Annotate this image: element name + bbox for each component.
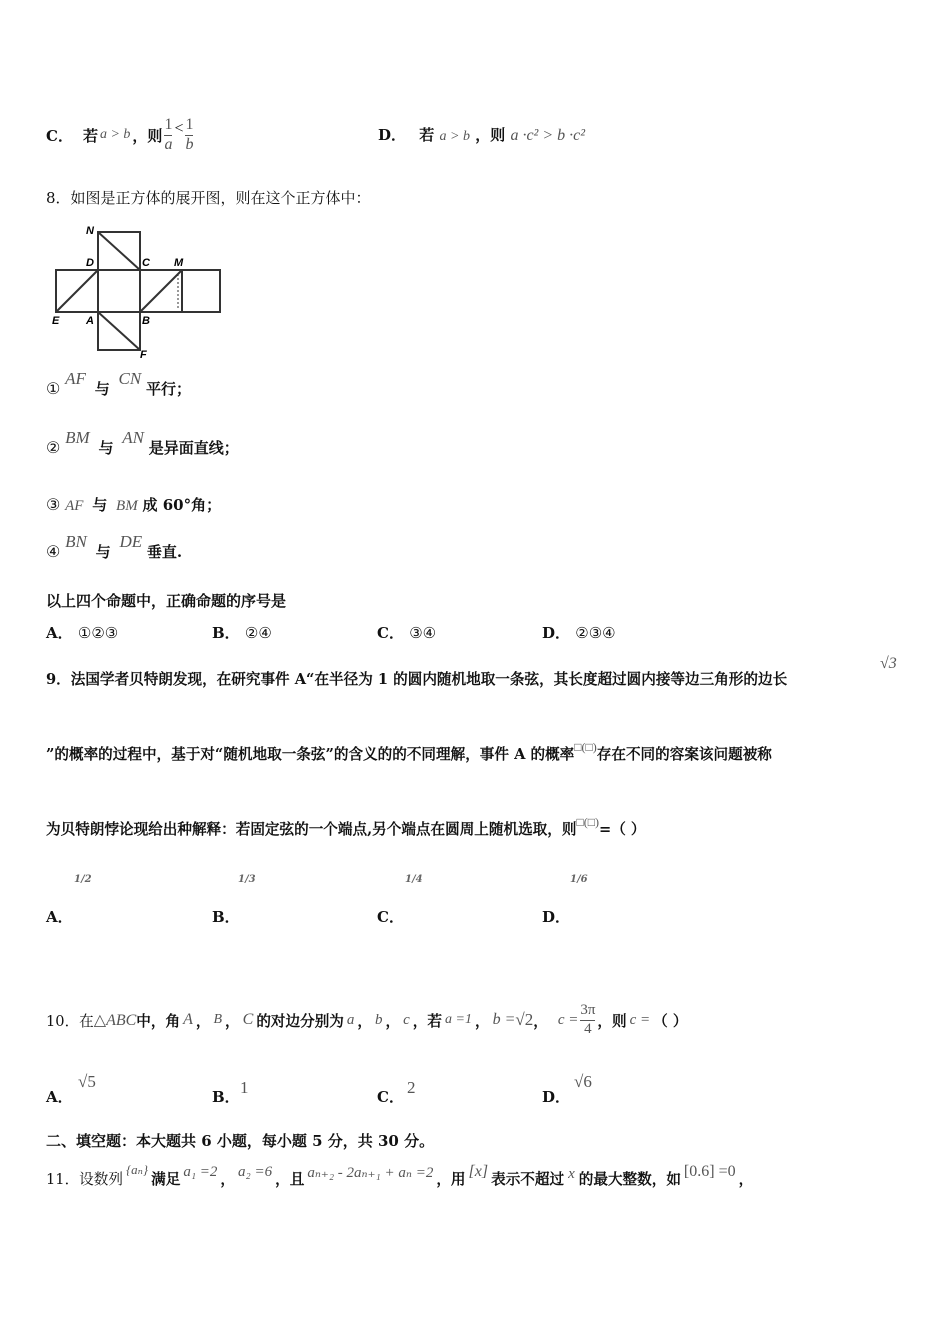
q7-option-d-text2: ，则 (475, 126, 506, 144)
label-m: M (174, 257, 184, 269)
q9-line-2: ”的概率的过程中，基于对“随机地取一条弦”的含义的的不同理解，事件 A 的概率□(□)存在不同的容案该问题被称 (46, 740, 772, 763)
q7-option-c-text2: ，则 (132, 126, 163, 145)
q7-option-d-letter: D． (378, 126, 407, 144)
q7-option-c (46, 110, 195, 160)
q7-option-c-condition: a > b (99, 127, 131, 142)
q7-option-c-frac-1a: $\frac{1}{a}$ (164, 115, 173, 153)
q7-option-c-frac-1b: $\frac{1}{b}$ (185, 115, 194, 153)
q8-option-c: C． ③④ (377, 624, 437, 642)
label-c: C (142, 257, 150, 269)
q7-option-d-condition: a > b (439, 129, 470, 144)
q9-sqrt3: √3 (880, 655, 897, 672)
q8-option-a: A． ①②③ (46, 624, 119, 642)
q8-stem: 8．如图是正方体的展开图，则在这个正方体中： (46, 189, 371, 207)
q7-option-c-letter: C． (46, 126, 73, 145)
q8-prop-1: ① AF 与 CN 平行； (46, 369, 191, 398)
q9-prob-symbol: □(□) (574, 740, 597, 754)
label-a: A (86, 315, 94, 327)
q9-line-3: 为贝特朗悖论现给出种解释：若固定弦的一个端点,另个端点在圆周上随机选取，则□(□)=（ ） (46, 815, 646, 838)
label-n: N (86, 225, 94, 237)
q10-stem: 10．在 △ABC 中，角 A ， B ， C 的对边分别为 a ， b ， c ，若 a =1 ， b = √2 ， c = $\frac{3\pi}{4}$ ，则 c = （ ） (46, 1001, 688, 1037)
label-d: D (86, 257, 94, 269)
q8-option-d: D． ②③④ (542, 624, 616, 642)
q9-prob-symbol-2: □(□) (576, 815, 599, 829)
q7-option-d (378, 124, 585, 145)
label-e: E (52, 315, 60, 327)
q8-prop-4: ④ BN 与 DE 垂直. (46, 532, 183, 561)
q8-conclusion: 以上四个命题中，正确命题的序号是 (46, 592, 287, 610)
q7-option-c-text1: 若 (82, 126, 98, 145)
section-2-heading: 二、填空题：本大题共 6 小题，每小题 5 分，共 30 分。 (46, 1132, 435, 1150)
q8-prop-2: ② BM 与 AN 是异面直线； (46, 428, 239, 457)
cube-net-figure (48, 222, 228, 362)
label-f: F (140, 349, 147, 361)
q8-prop-3: ③ AF 与 BM 成 60°角； (46, 495, 222, 514)
label-b: B (142, 315, 150, 327)
q11-stem: 11．设数列 {aₙ} 满足 a₁ =2 ， a₂ =6 ，且 aₙ₊₂ - 2aₙ₊₁ + aₙ =2 ，用 [x] 表示不超过 x 的最大整数，如 [0.6] =0 ， (46, 1162, 754, 1188)
q7-option-d-expression: a ·c² > b ·c² (510, 127, 586, 144)
q8-option-b: B． ②④ (212, 624, 272, 642)
q7-option-d-text1: 若 (419, 126, 435, 144)
q10-c-fraction: $\frac{3\pi}{4}$ (580, 1001, 596, 1037)
q7-option-c-lt: < (174, 120, 184, 137)
q9-line-1: 9．法国学者贝特朗发现，在研究事件 A“在半径为 1 的圆内随机地取一条弦，其长度超过圆内接等边三角形的边长 (46, 671, 788, 688)
